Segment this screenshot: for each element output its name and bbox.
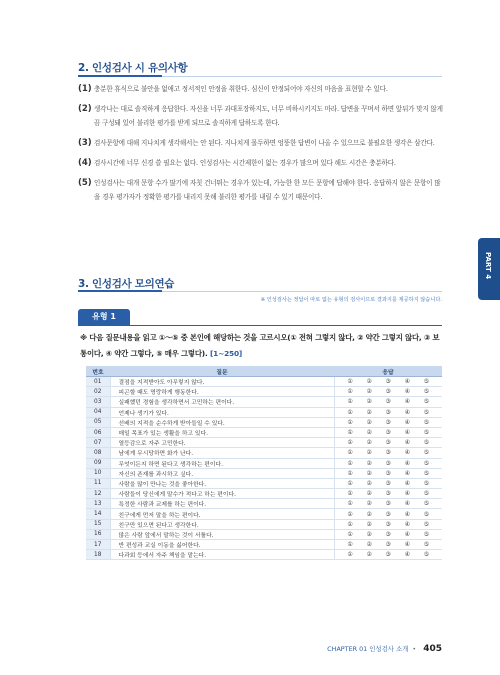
response-option-1[interactable]: ① [347,429,353,437]
response-option-2[interactable]: ② [366,459,372,467]
question-text: 다과회 등에서 자주 책임을 맡는다. [110,550,334,560]
response-option-4[interactable]: ④ [404,398,411,406]
question-text: 반 편성과 교실 이동을 싫어한다. [110,540,334,550]
response-option-2[interactable]: ② [366,541,372,549]
question-text: 결점을 지적받아도 아무렇지 않다. [110,377,334,387]
response-option-2[interactable]: ② [366,520,372,528]
question-number: 17 [86,540,110,550]
question-range: [1~250] [209,349,243,358]
response-option-2[interactable]: ② [366,429,372,437]
response-options [334,397,442,407]
disclaimer-note: ※ 인성검사는 정답이 따로 없는 유형의 검사이므로 결과지를 제공하지 않습니다. [260,297,442,303]
header-number: 번호 [86,366,110,377]
survey-table [86,366,442,560]
precaution-item [78,102,444,130]
precaution-text: 충분한 휴식으로 불안을 없애고 정서적인 안정을 취한다. 심신이 안정되어야 자신의 마음을 표현할 수 있다. [94,85,388,93]
response-option-4[interactable]: ④ [404,530,411,538]
response-options [334,509,442,519]
table-row [86,427,442,437]
table-row [86,550,442,560]
response-option-1[interactable]: ① [347,439,353,447]
response-option-2[interactable]: ② [366,551,372,559]
response-option-4[interactable]: ④ [404,500,411,508]
response-option-4[interactable]: ④ [404,408,411,416]
section-2-title: 2. 인성검사 시 유의사항 [78,62,188,74]
question-text: 사람들이 당신에게 말수가 적다고 하는 편이다. [110,489,334,499]
question-instruction [80,330,444,362]
table-row [86,397,442,407]
footer-separator: • [412,645,417,653]
question-text: 언제나 생기가 있다. [110,407,334,417]
precaution-number: (5) [78,178,92,188]
response-options [334,489,442,499]
response-options [334,540,442,550]
response-option-4[interactable]: ④ [404,378,411,386]
response-option-5[interactable]: ⑤ [423,418,430,426]
response-options [334,438,442,448]
response-options [334,387,442,397]
question-number: 06 [86,427,110,437]
precaution-item [78,136,444,150]
response-option-2[interactable]: ② [366,510,372,518]
table-row [86,448,442,458]
question-text: 특정한 사람과 교제를 하는 편이다. [110,499,334,509]
question-text: 매일 목표가 있는 생활을 하고 있다. [110,427,334,437]
part-side-tab-label: PART 4 [484,252,492,280]
table-row [86,407,442,417]
footer-chapter: CHAPTER 01 인성검사 소개 [327,645,409,653]
response-options [334,529,442,539]
response-option-3[interactable]: ③ [385,541,391,549]
question-text: 선배의 지적을 순수하게 받아들일 수 있다. [110,417,334,427]
response-option-2[interactable]: ② [366,408,372,416]
question-number: 01 [86,377,110,387]
response-option-4[interactable]: ④ [404,551,411,559]
response-option-5[interactable]: ⑤ [423,429,430,437]
question-text: 남에게 무시당하면 화가 난다. [110,448,334,458]
response-options [334,407,442,417]
precaution-text: 검사문항에 대해 지나치게 생각해서는 안 된다. 지나치게 몰두하면 엉뚱한 답변이 나올 수 있으므로 불필요한 생각은 삼간다. [94,139,435,147]
response-option-3[interactable]: ③ [385,388,391,396]
response-option-3[interactable]: ③ [385,469,391,477]
table-row [86,540,442,550]
response-option-3[interactable]: ③ [385,459,391,467]
response-option-3[interactable]: ③ [385,530,391,538]
response-options [334,427,442,437]
response-option-3[interactable]: ③ [385,510,391,518]
response-option-1[interactable]: ① [347,418,353,426]
response-option-5[interactable]: ⑤ [423,408,430,416]
table-row [86,468,442,478]
page-footer [327,644,442,654]
precaution-item [78,156,444,170]
question-text: ※ 다음 질문내용을 읽고 ①～⑤ 중 본인에 해당하는 것을 고르시오(① 전혀 그렇지 않다, ② 약간 그렇지 않다, ③ 보통이다, ④ 약간 그렇다, ⑤ 매우 그렇다). [80,333,440,358]
response-option-4[interactable]: ④ [404,439,411,447]
table-row [86,478,442,488]
response-option-1[interactable]: ① [347,388,353,396]
precaution-item [78,176,444,204]
response-option-4[interactable]: ④ [404,510,411,518]
question-number: 08 [86,448,110,458]
response-option-5[interactable]: ⑤ [423,449,430,457]
question-text: 친구만 있으면 된다고 생각한다. [110,519,334,529]
table-row [86,438,442,448]
question-text: 실패했던 경험을 생각하면서 고민하는 편이다. [110,397,334,407]
question-text: 많은 사람 앞에서 말하는 것이 서툴다. [110,529,334,539]
precaution-number: (4) [78,158,92,168]
response-options [334,478,442,488]
table-row [86,509,442,519]
response-option-3[interactable]: ③ [385,408,391,416]
type-rule [78,325,442,326]
response-options [334,499,442,509]
response-option-2[interactable]: ② [366,490,372,498]
response-option-1[interactable]: ① [347,479,353,487]
section-2-rule [78,76,442,77]
response-option-5[interactable]: ⑤ [423,459,430,467]
response-option-3[interactable]: ③ [385,439,391,447]
response-option-1[interactable]: ① [347,500,353,508]
response-option-3[interactable]: ③ [385,378,391,386]
response-options [334,448,442,458]
header-response: 응답 [334,366,442,377]
response-option-5[interactable]: ⑤ [423,378,430,386]
response-option-5[interactable]: ⑤ [423,479,430,487]
table-row [86,387,442,397]
response-option-1[interactable]: ① [347,541,353,549]
response-option-1[interactable]: ① [347,449,353,457]
question-number: 04 [86,407,110,417]
question-number: 05 [86,417,110,427]
response-option-4[interactable]: ④ [404,469,411,477]
response-option-5[interactable]: ⑤ [423,439,430,447]
response-option-2[interactable]: ② [366,378,372,386]
question-text: 사람을 많이 만나는 것을 좋아한다. [110,478,334,488]
table-header-row [86,366,442,377]
response-option-1[interactable]: ① [347,469,353,477]
response-option-3[interactable]: ③ [385,490,391,498]
section-3-rule [78,291,442,292]
precaution-item [78,82,444,96]
response-option-3[interactable]: ③ [385,449,391,457]
precaution-number: (3) [78,138,92,148]
response-option-5[interactable]: ⑤ [423,541,430,549]
table-row [86,519,442,529]
response-option-1[interactable]: ① [347,459,353,467]
response-option-4[interactable]: ④ [404,459,411,467]
response-option-3[interactable]: ③ [385,500,391,508]
response-options [334,417,442,427]
response-options [334,377,442,387]
type-badge: 유형 1 [78,309,130,325]
response-option-5[interactable]: ⑤ [423,388,430,396]
response-option-5[interactable]: ⑤ [423,500,430,508]
response-option-2[interactable]: ② [366,398,372,406]
header-question: 질문 [110,366,334,377]
response-option-3[interactable]: ③ [385,551,391,559]
response-option-3[interactable]: ③ [385,479,391,487]
page-number: 405 [423,644,442,654]
response-option-2[interactable]: ② [366,418,372,426]
question-number: 15 [86,519,110,529]
response-option-2[interactable]: ② [366,449,372,457]
response-option-1[interactable]: ① [347,408,353,416]
response-option-4[interactable]: ④ [404,449,411,457]
response-option-1[interactable]: ① [347,510,353,518]
response-option-4[interactable]: ④ [404,490,411,498]
response-option-5[interactable]: ⑤ [423,530,430,538]
response-option-2[interactable]: ② [366,439,372,447]
response-option-2[interactable]: ② [366,479,372,487]
question-number: 14 [86,509,110,519]
response-option-5[interactable]: ⑤ [423,510,430,518]
question-text: 친구에게 먼저 말을 하는 편이다. [110,509,334,519]
question-number: 11 [86,478,110,488]
response-option-1[interactable]: ① [347,520,353,528]
question-number: 13 [86,499,110,509]
question-text: 자신의 존재를 과시하고 싶다. [110,468,334,478]
response-option-4[interactable]: ④ [404,479,411,487]
response-option-2[interactable]: ② [366,388,372,396]
response-option-1[interactable]: ① [347,490,353,498]
response-option-3[interactable]: ③ [385,520,391,528]
precaution-number: (2) [78,104,92,114]
question-number: 10 [86,468,110,478]
response-option-5[interactable]: ⑤ [423,551,430,559]
response-options [334,519,442,529]
response-options [334,550,442,560]
question-number: 03 [86,397,110,407]
response-option-4[interactable]: ④ [404,520,411,528]
response-option-3[interactable]: ③ [385,418,391,426]
section-3-title: 3. 인성검사 모의연습 [78,278,175,290]
response-option-5[interactable]: ⑤ [423,469,430,477]
response-option-3[interactable]: ③ [385,429,391,437]
part-side-tab [478,238,500,300]
response-option-2[interactable]: ② [366,530,372,538]
response-option-2[interactable]: ② [366,500,372,508]
question-number: 07 [86,438,110,448]
response-options [334,458,442,468]
response-option-2[interactable]: ② [366,469,372,477]
question-number: 12 [86,489,110,499]
response-option-4[interactable]: ④ [404,388,411,396]
table-row [86,499,442,509]
table-row [86,377,442,387]
response-option-3[interactable]: ③ [385,398,391,406]
table-row [86,489,442,499]
response-option-1[interactable]: ① [347,378,353,386]
response-option-1[interactable]: ① [347,530,353,538]
precaution-text: 생각나는 대로 솔직하게 응답한다. 자신을 너무 과대포장하지도, 너무 비하시키지도 마라. 답변을 꾸며서 하면 앞뒤가 맞지 않게끔 구성돼 있어 불리한 평가를 받게 되므로 솔직하게 답하도록 한다. [94,105,443,127]
table-row [86,458,442,468]
response-option-5[interactable]: ⑤ [423,490,430,498]
response-option-1[interactable]: ① [347,551,353,559]
question-number: 02 [86,387,110,397]
response-option-1[interactable]: ① [347,398,353,406]
response-option-5[interactable]: ⑤ [423,520,430,528]
response-option-4[interactable]: ④ [404,541,411,549]
response-option-4[interactable]: ④ [404,418,411,426]
precautions-list [78,82,444,210]
question-number: 16 [86,529,110,539]
response-option-5[interactable]: ⑤ [423,398,430,406]
response-options [334,468,442,478]
response-option-4[interactable]: ④ [404,429,411,437]
question-text: 피곤할 때도 명랑하게 행동한다. [110,387,334,397]
precaution-text: 검사시간에 너무 신경 쓸 필요는 없다. 인성검사는 시간제한이 없는 경우가 많으며 있다 해도 시간은 충분하다. [94,159,396,167]
question-number: 18 [86,550,110,560]
question-text: 무엇이든지 하면 된다고 생각하는 편이다. [110,458,334,468]
question-number: 09 [86,458,110,468]
table-row [86,529,442,539]
question-text: 열등감으로 자주 고민한다. [110,438,334,448]
precaution-text: 인성검사는 대개 문항 수가 많기에 자칫 건너뛰는 경우가 있는데, 가능한 한 모든 문항에 답해야 한다. 응답하지 않은 문항이 많을 경우 평가자가 정확한 평가를 내리지 못해 불리한 평가를 내릴 수 있기 때문이다. [94,179,441,201]
table-row [86,417,442,427]
precaution-number: (1) [78,84,92,94]
